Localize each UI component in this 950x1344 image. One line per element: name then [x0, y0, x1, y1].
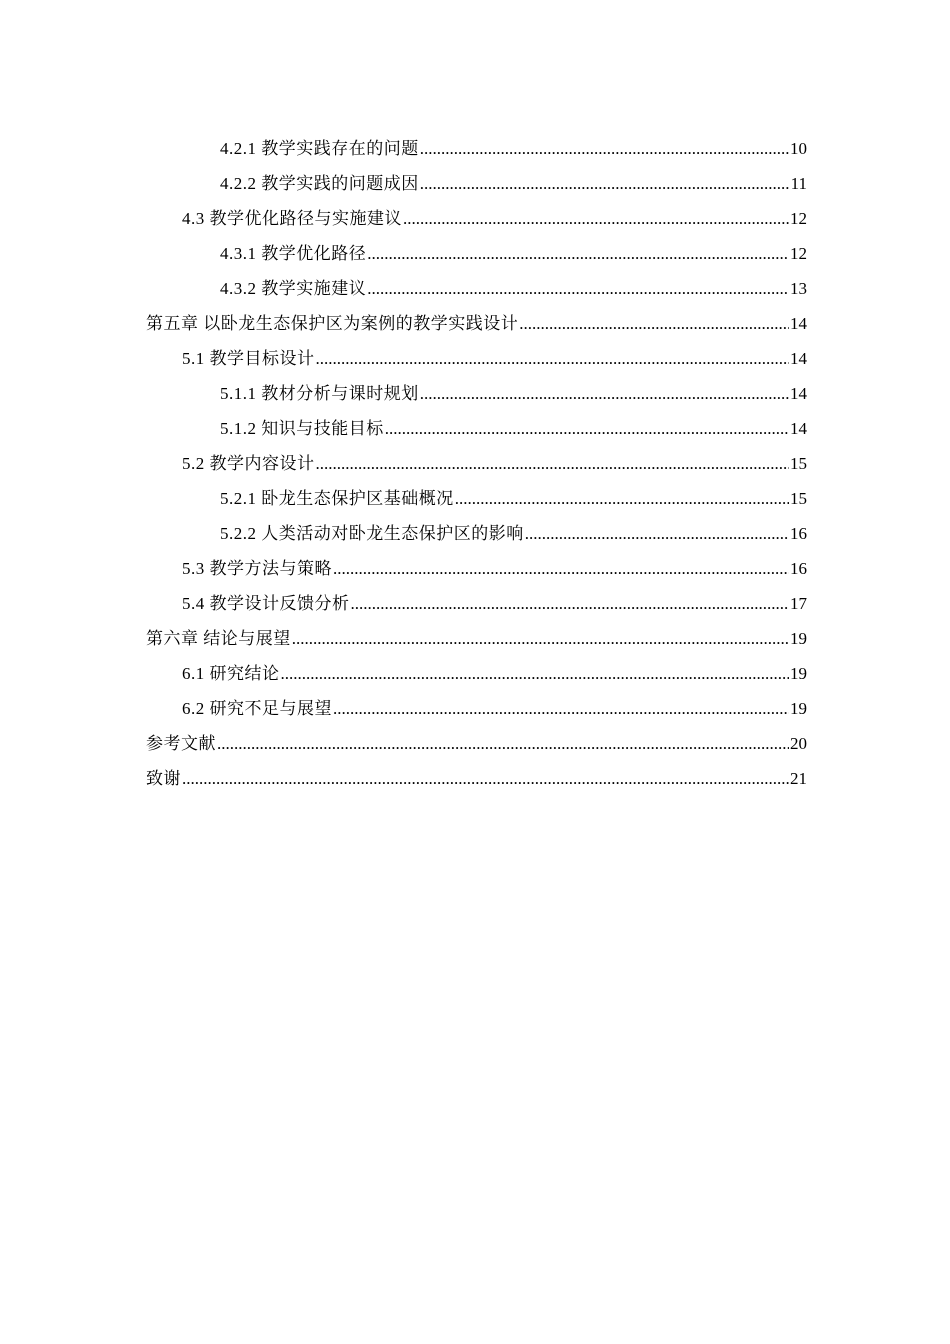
dot-leader	[420, 376, 789, 411]
toc-entry[interactable]	[146, 656, 807, 691]
toc-entry[interactable]	[146, 341, 807, 376]
toc-entry-page: 15	[790, 454, 807, 473]
toc-entry-page: 21	[790, 769, 807, 788]
toc-entry-title: 5.4 教学设计反馈分析	[182, 594, 350, 613]
toc-entry[interactable]	[146, 481, 807, 516]
toc-entry-page: 17	[790, 594, 807, 613]
toc-entry[interactable]	[146, 761, 807, 796]
toc-entry-page: 14	[790, 349, 807, 368]
toc-entry-page: 11	[790, 174, 807, 193]
dot-leader	[420, 166, 790, 201]
toc-entry-page: 16	[790, 559, 807, 578]
toc-entry[interactable]	[146, 201, 807, 236]
toc-entry-page: 14	[790, 419, 807, 438]
toc-entry-title: 参考文献	[146, 734, 216, 753]
dot-leader	[403, 201, 789, 236]
toc-entry[interactable]	[146, 376, 807, 411]
table-of-contents	[146, 131, 807, 796]
toc-entry[interactable]	[146, 446, 807, 481]
dot-leader	[217, 726, 789, 761]
dot-leader	[367, 236, 789, 271]
dot-leader	[420, 131, 789, 166]
dot-leader	[281, 656, 790, 691]
toc-entry-page: 20	[790, 734, 807, 753]
toc-entry-title: 6.1 研究结论	[182, 664, 280, 683]
toc-entry-title: 5.2.1 卧龙生态保护区基础概况	[220, 489, 454, 508]
dot-leader	[519, 306, 789, 341]
toc-entry[interactable]	[146, 411, 807, 446]
toc-entry-title: 6.2 研究不足与展望	[182, 699, 332, 718]
toc-entry-title: 4.3 教学优化路径与实施建议	[182, 209, 402, 228]
toc-entry-page: 12	[790, 244, 807, 263]
dot-leader	[316, 341, 790, 376]
toc-entry-title: 5.1.1 教材分析与课时规划	[220, 384, 419, 403]
toc-entry[interactable]	[146, 586, 807, 621]
toc-entry-page: 19	[790, 699, 807, 718]
toc-entry-title: 第六章 结论与展望	[146, 629, 291, 648]
toc-entry[interactable]	[146, 271, 807, 306]
toc-entry-title: 4.3.2 教学实施建议	[220, 279, 367, 298]
toc-entry-title: 5.3 教学方法与策略	[182, 559, 332, 578]
toc-entry[interactable]	[146, 516, 807, 551]
toc-entry-title: 5.1 教学目标设计	[182, 349, 315, 368]
dot-leader	[525, 516, 789, 551]
toc-entry[interactable]	[146, 691, 807, 726]
dot-leader	[351, 586, 790, 621]
toc-entry-page: 15	[790, 489, 807, 508]
toc-entry-title: 5.2.2 人类活动对卧龙生态保护区的影响	[220, 524, 524, 543]
dot-leader	[367, 271, 789, 306]
toc-entry-title: 4.3.1 教学优化路径	[220, 244, 367, 263]
toc-entry-title: 致谢	[146, 769, 181, 788]
toc-entry-title: 5.1.2 知识与技能目标	[220, 419, 384, 438]
toc-entry-page: 19	[790, 664, 807, 683]
toc-entry-page: 16	[790, 524, 807, 543]
toc-entry-page: 14	[790, 384, 807, 403]
toc-entry[interactable]	[146, 166, 807, 201]
dot-leader	[455, 481, 789, 516]
toc-entry[interactable]	[146, 306, 807, 341]
toc-entry-title: 5.2 教学内容设计	[182, 454, 315, 473]
dot-leader	[333, 691, 789, 726]
dot-leader	[333, 551, 789, 586]
toc-entry[interactable]	[146, 131, 807, 166]
toc-entry[interactable]	[146, 726, 807, 761]
toc-entry[interactable]	[146, 236, 807, 271]
toc-entry-page: 13	[790, 279, 807, 298]
toc-entry-title: 第五章 以卧龙生态保护区为案例的教学实践设计	[146, 314, 519, 333]
toc-entry-page: 12	[790, 209, 807, 228]
dot-leader	[385, 411, 789, 446]
dot-leader	[316, 446, 790, 481]
toc-entry-title: 4.2.2 教学实践的问题成因	[220, 174, 419, 193]
dot-leader	[182, 761, 789, 796]
toc-entry-page: 10	[790, 139, 807, 158]
toc-entry[interactable]	[146, 551, 807, 586]
toc-entry-title: 4.2.1 教学实践存在的问题	[220, 139, 419, 158]
toc-entry-page: 14	[790, 314, 807, 333]
dot-leader	[292, 621, 789, 656]
toc-entry[interactable]	[146, 621, 807, 656]
toc-entry-page: 19	[790, 629, 807, 648]
